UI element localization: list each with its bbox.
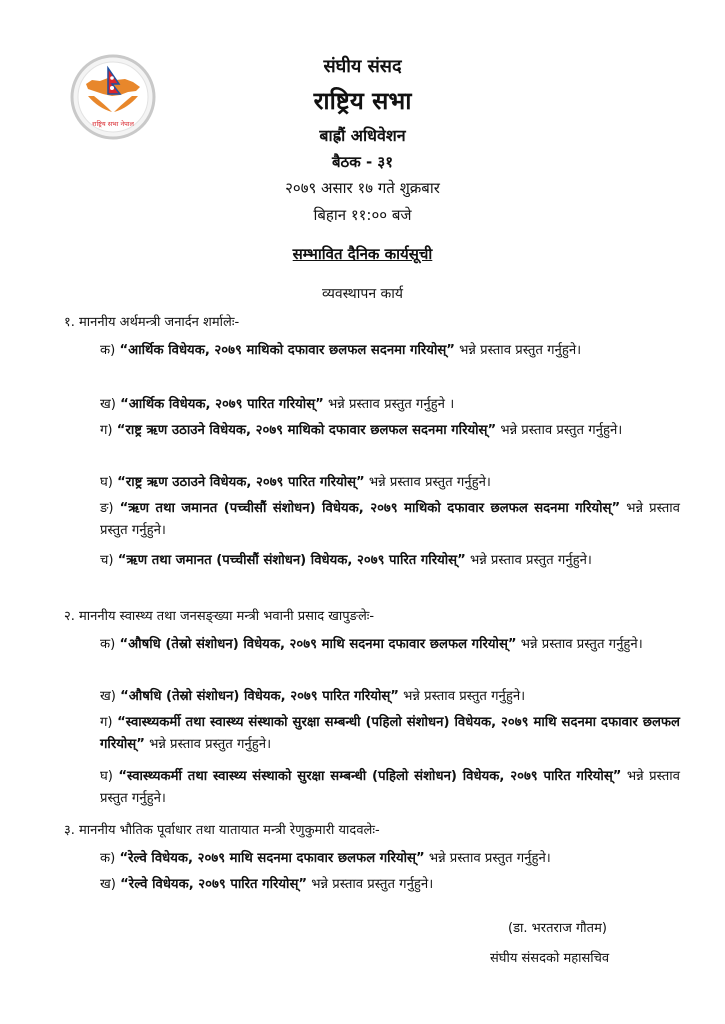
motion-text: “राष्ट्र ऋण उठाउने विधेयक, २०७९ माथिको दफावार छलफल सदनमा गरियोस्” [116,423,497,438]
meeting-time: बिहान ११:०० बजे [313,206,412,224]
motion-text: “आर्थिक विधेयक, २०७९ माथिको दफावार छलफल सदनमा गरियोस्” [119,343,455,358]
item-marker: क) [100,637,116,652]
motion-text: “औषधि (तेस्रो संशोधन) विधेयक, २०७९ माथि सदनमा दफावार छलफल गरियोस्” [119,637,517,652]
agenda-title: सम्भावित दैनिक कार्यसूची [292,245,433,263]
motion-suffix: भन्ने प्रस्ताव प्रस्तुत गर्नुहुने। [424,851,551,866]
item-marker: ग) [100,423,113,438]
agenda-item [100,498,680,542]
item-marker: ख) [100,397,116,412]
agenda-item [100,686,680,708]
section-title: २. माननीय स्वास्थ्य तथा जनसङ्ख्या मन्त्री भवानी प्रसाद खापुङलेः- [64,609,375,624]
agenda-item [100,472,680,494]
item-marker: क) [100,343,116,358]
session-title: बाह्रौं अधिवेशन [319,126,406,145]
meeting-date: २०७९ असार १७ गते शुक्रबार [285,179,440,197]
signatory-name: (डा. भरतराज गौतम) [508,921,607,936]
motion-suffix: भन्ने प्रस्ताव प्रस्तुत गर्नुहुने। [364,475,491,490]
section-title: १. माननीय अर्थमन्त्री जनार्दन शर्मालेः- [64,315,240,330]
item-marker: घ) [100,769,113,784]
item-marker: क) [100,851,116,866]
item-marker: ङ) [100,501,114,516]
motion-text: “रेल्वे विधेयक, २०७९ पारित गरियोस्” [120,877,308,892]
agenda-item [100,848,680,870]
motion-suffix: भन्ने प्रस्ताव प्रस्तुत गर्नुहुने। [454,343,582,358]
item-marker: च) [100,553,114,568]
motion-text: “ऋण तथा जमानत (पच्चीसौं संशोधन) विधेयक, २०७९ पारित गरियोस्” [117,553,466,568]
section-title: ३. माननीय भौतिक पूर्वाधार तथा यातायात मन्त्री रेणुकुमारी यादवलेः- [64,823,380,838]
agenda-category: व्यवस्थापन कार्य [321,286,404,302]
motion-text: “स्वास्थ्यकर्मी तथा स्वास्थ्य संस्थाको सुरक्षा सम्बन्धी (पहिलो संशोधन) विधेयक, २०७९ माथि सदनमा दफावार छलफल गरियोस्” [100,715,680,752]
motion-text: “राष्ट्र ऋण उठाउने विधेयक, २०७९ पारित गरियोस्” [117,475,365,490]
motion-suffix: भन्ने प्रस्ताव प्रस्तुत गर्नुहुने । [323,397,455,412]
motion-suffix: भन्ने प्रस्ताव प्रस्तुत गर्नुहुने। [144,737,272,752]
agenda-item [100,550,680,572]
agenda-item [100,874,680,896]
agenda-item [100,766,680,810]
signatory-title: संघीय संसदको महासचिव [490,951,610,966]
parliament-name: संघीय संसद [323,56,402,77]
motion-suffix: भन्ने प्रस्ताव प्रस्तुत गर्नुहुने। [516,637,643,652]
agenda-item [100,712,680,756]
motion-suffix: भन्ने प्रस्ताव प्रस्तुत गर्नुहुने। [398,689,526,704]
motion-text: “औषधि (तेस्रो संशोधन) विधेयक, २०७९ पारित गरियोस्” [120,689,399,704]
motion-text: “आर्थिक विधेयक, २०७९ पारित गरियोस्” [120,397,324,412]
item-marker: ख) [100,689,116,704]
agenda-item [100,394,680,416]
motion-suffix: भन्ने प्रस्ताव प्रस्तुत गर्नुहुने। [307,877,434,892]
motion-text: “ऋण तथा जमानत (पच्चीसौं संशोधन) विधेयक, २०७९ माथिको दफावार छलफल सदनमा गरियोस्” [119,501,621,516]
motion-suffix: भन्ने प्रस्ताव प्रस्तुत गर्नुहुने। [496,423,623,438]
motion-text: “रेल्वे विधेयक, २०७९ माथि सदनमा दफावार छलफल गरियोस्” [119,851,425,866]
motion-suffix: भन्ने प्रस्ताव प्रस्तुत गर्नुहुने। [465,553,592,568]
agenda-item [100,340,680,362]
meeting-number: बैठक - ३१ [331,153,394,171]
item-marker: ख) [100,877,116,892]
motion-text: “स्वास्थ्यकर्मी तथा स्वास्थ्य संस्थाको सुरक्षा सम्बन्धी (पहिलो संशोधन) विधेयक, २०७९ पारित गरियोस्” [118,769,622,784]
item-marker: घ) [100,475,113,490]
agenda-item [100,634,680,656]
emblem-text: राष्ट्रिय सभा नेपाल [92,120,134,128]
motion-suffix: भन्ने प्रस्ताव प्रस्तुत गर्नुहुने। [100,501,680,538]
assembly-name: राष्ट्रिय सभा [313,87,412,115]
agenda-item [100,420,680,442]
motion-suffix: भन्ने प्रस्ताव प्रस्तुत गर्नुहुने। [100,769,680,806]
item-marker: ग) [100,715,113,730]
